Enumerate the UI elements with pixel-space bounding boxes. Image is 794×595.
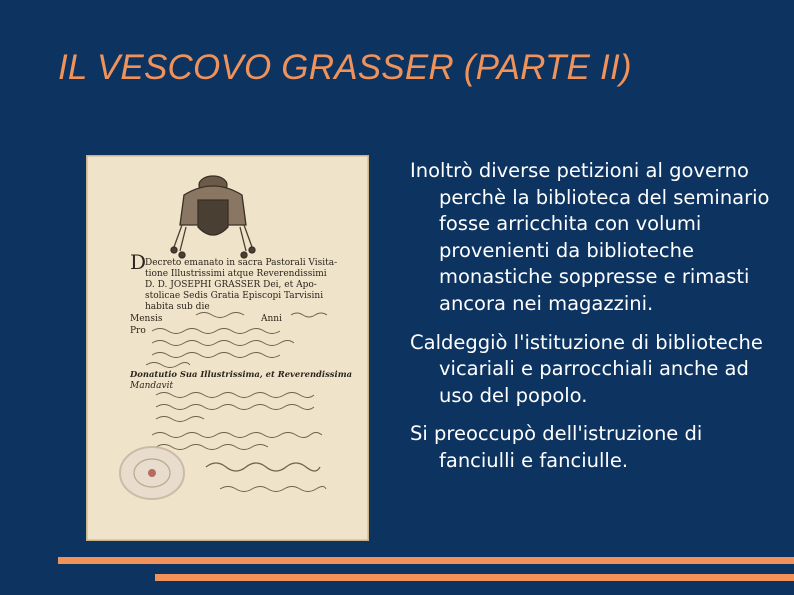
svg-text:D: D [130, 250, 147, 274]
bullet-paragraph: Inoltrò diverse petizioni al governo perchè la biblioteca del seminario fosse arricchita con volumi provenienti da biblioteche monastiche soppresse e rimasti ancora nei magazzini. [410, 159, 770, 315]
bullet-paragraph: Si preoccupò dell'istruzione di fanciulli e fanciulle. [410, 422, 703, 472]
bullet-list [410, 158, 782, 487]
doc-line: tione Illustrissimi atque Reverendissimi [145, 269, 327, 279]
document-image [86, 155, 369, 541]
doc-line: Donatutio Sua Illustrissima, et Reverendissima [130, 369, 352, 379]
doc-line: Mandavit [130, 381, 174, 391]
doc-line: Anni [261, 314, 282, 324]
bullet-paragraph: Caldeggiò l'istituzione di biblioteche vicariali e parrocchiali anche ad uso del popolo. [410, 330, 763, 407]
accent-bar-top [58, 557, 794, 564]
accent-bar-bottom [155, 574, 794, 581]
doc-line: stolicae Sedis Gratia Episcopi Tarvisini [145, 291, 324, 301]
doc-line: habita sub die [145, 302, 210, 312]
doc-line: D. D. JOSEPHI GRASSER Dei, et Apo- [145, 280, 317, 290]
slide-title: IL VESCOVO GRASSER (PARTE II) [58, 48, 632, 87]
wax-seal-icon [120, 447, 184, 499]
doc-line: Pro [130, 326, 146, 336]
doc-line: Mensis [130, 314, 163, 324]
doc-line: Decreto emanato in sacra Pastorali Visita- [145, 258, 338, 268]
